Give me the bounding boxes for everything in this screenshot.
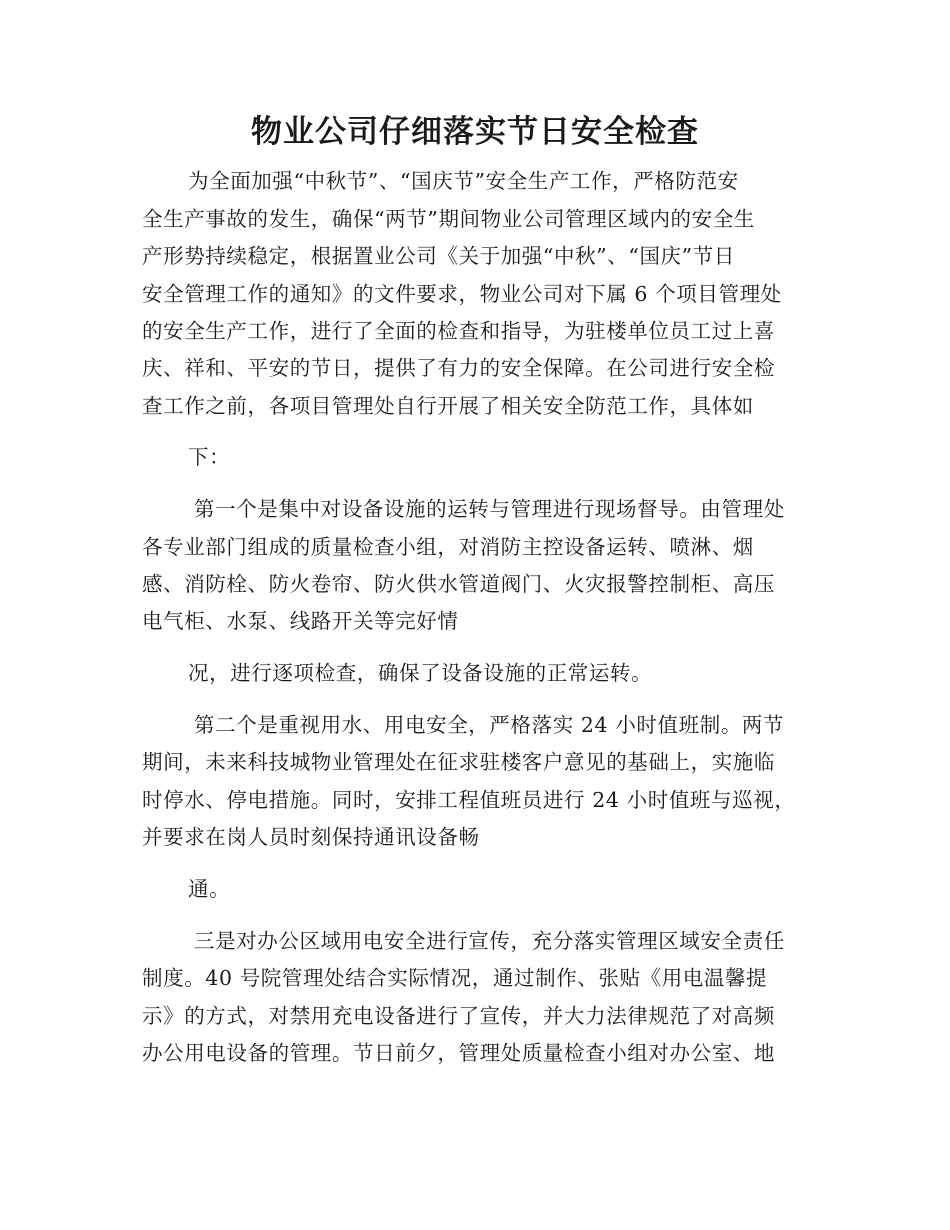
paragraph-5-line-4: 并要求在岗人员时刻保持通讯设备畅 — [142, 825, 480, 849]
paragraph-1-line-1: 为全面加强“中秋节”、“国庆节”安全生产工作，严格防范安 — [188, 169, 739, 193]
paragraph-7-line-4: 办公用电设备的管理。节日前夕，管理处质量检查小组对办公室、地 — [142, 1041, 775, 1065]
document-title: 物业公司仔细落实节日安全检查 — [251, 114, 699, 150]
paragraph-4-line-1: 况，进行逐项检查，确保了设备设施的正常运转。 — [188, 661, 653, 685]
paragraph-1-line-2: 全生产事故的发生，确保“两节”期间物业公司管理区域内的安全生 — [142, 207, 755, 231]
paragraph-3-line-2: 各专业部门组成的质量检查小组，对消防主控设备运转、喷淋、烟 — [142, 535, 754, 559]
paragraph-5-line-3: 时停水、停电措施。同时，安排工程值班员进行 24 小时值班与巡视， — [142, 788, 796, 812]
paragraph-5-line-2: 期间，未来科技城物业管理处在征求驻楼客户意见的基础上，实施临 — [142, 750, 775, 774]
paragraph-7-line-3: 示》的方式，对禁用充电设备进行了宣传，并大力法律规范了对高频 — [142, 1004, 775, 1028]
paragraph-2-line-1: 下： — [188, 445, 231, 469]
paragraph-1-line-5: 的安全生产工作，进行了全面的检查和指导，为驻楼单位员工过上喜 — [142, 319, 775, 343]
paragraph-1-line-7: 查工作之前，各项目管理处自行开展了相关安全防范工作，具体如 — [142, 394, 754, 418]
paragraph-3-line-3: 感、消防栓、防火卷帘、防火供水管道阀门、火灾报警控制柜、高压 — [142, 572, 775, 596]
paragraph-1-line-3: 产形势持续稳定，根据置业公司《关于加强“中秋”、“国庆”节日 — [142, 244, 735, 268]
paragraph-1-line-6: 庆、祥和、平安的节日，提供了有力的安全保障。在公司进行安全检 — [142, 356, 775, 380]
paragraph-7-line-1: 三是对办公区域用电安全进行宣传，充分落实管理区域安全责任 — [194, 929, 785, 953]
paragraph-7-line-2: 制度。40 号院管理处结合实际情况，通过制作、张贴《用电温馨提 — [142, 966, 768, 990]
paragraph-5-line-1: 第二个是重视用水、用电安全，严格落实 24 小时值班制。两节 — [194, 713, 785, 737]
paragraph-3-line-1: 第一个是集中对设备设施的运转与管理进行现场督导。由管理处 — [194, 497, 785, 521]
paragraph-1-line-4: 安全管理工作的通知》的文件要求，物业公司对下属 6 个项目管理处 — [142, 282, 782, 306]
paragraph-3-line-4: 电气柜、水泵、线路开关等完好情 — [142, 609, 459, 633]
paragraph-6-line-1: 通。 — [188, 877, 231, 901]
